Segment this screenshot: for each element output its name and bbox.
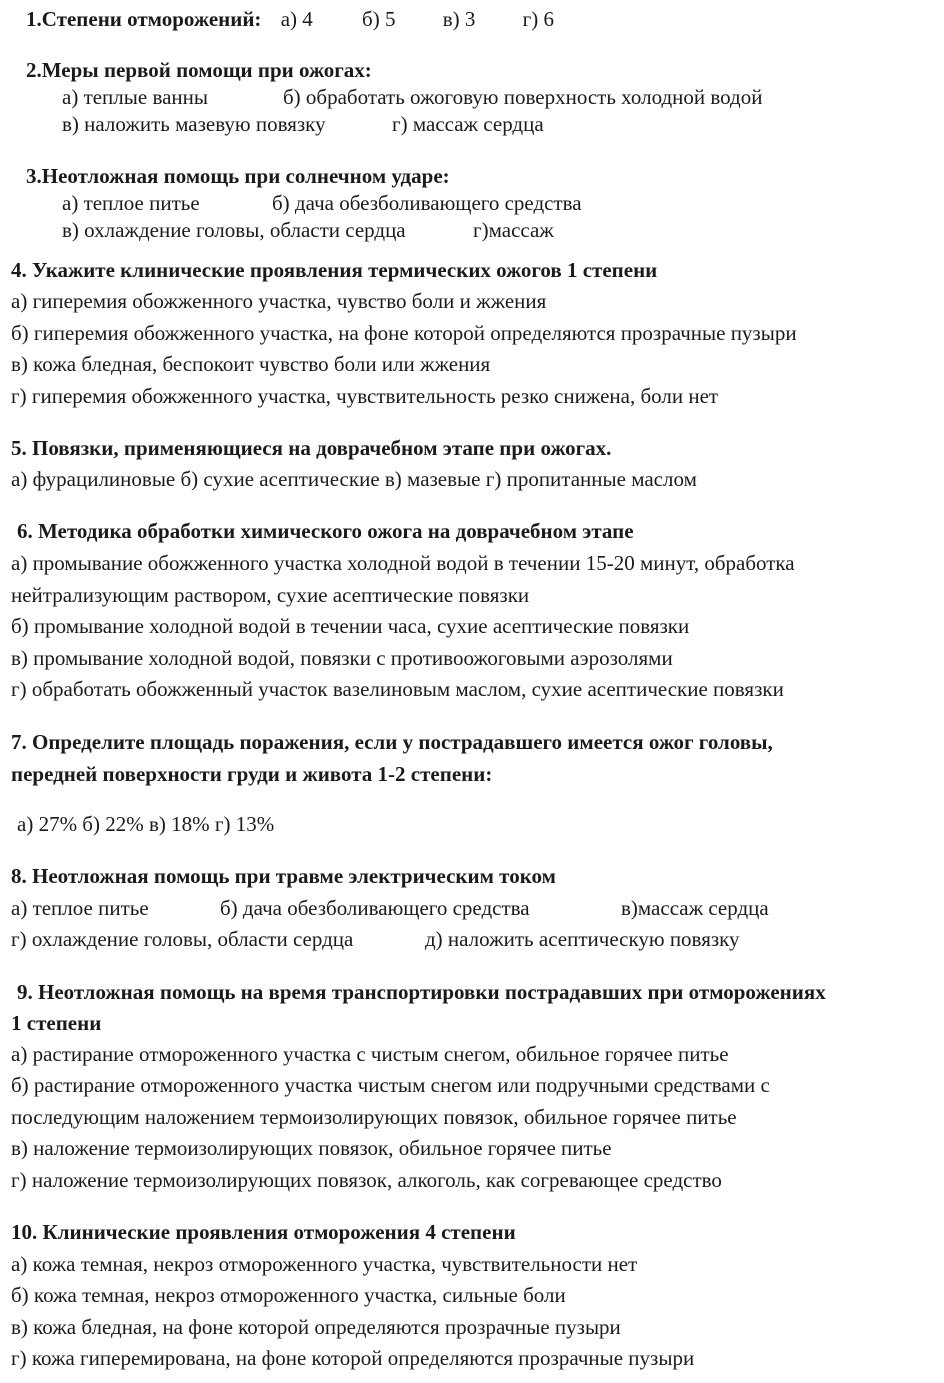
q5-options: а) фурацилиновые б) сухие асептические в) мазевые г) пропитанные маслом: [11, 467, 697, 491]
q2-option-d: г) массаж сердца: [392, 112, 544, 136]
q3-option-b: б) дача обезболивающего средства: [272, 191, 582, 215]
q1-option-c: в) 3: [442, 7, 476, 31]
question-1-row: [26, 6, 554, 32]
q7-options: а) 27% б) 22% в) 18% г) 13%: [17, 812, 275, 836]
q9-option-a: а) растирание отмороженного участка с чистым снегом, обильное горячее питье: [11, 1042, 729, 1066]
q10-option-d: г) кожа гиперемирована, на фоне которой определяются прозрачные пузыри: [11, 1346, 695, 1370]
q10-option-b: б) кожа темная, некроз отмороженного участка, сильные боли: [11, 1283, 566, 1307]
question-7-title-line1: 7. Определите площадь поражения, если у пострадавшего имеется ожог головы,: [11, 730, 773, 754]
q10-option-c: в) кожа бледная, на фоне которой определяются прозрачные пузыри: [11, 1315, 621, 1339]
q3-option-d: г)массаж: [473, 218, 554, 242]
q2-option-a: а) теплые ванны: [62, 85, 209, 109]
question-8-title: 8. Неотложная помощь при травме электрическим током: [11, 864, 556, 888]
q4-option-a: а) гиперемия обожженного участка, чувство боли и жжения: [11, 289, 547, 313]
q2-option-b: б) обработать ожоговую поверхность холодной водой: [283, 85, 763, 109]
q1-option-d: г) 6: [522, 7, 554, 31]
q4-option-d: г) гиперемия обожженного участка, чувствительность резко снижена, боли нет: [11, 384, 719, 408]
question-3-title: 3.Неотложная помощь при солнечном ударе:: [26, 164, 450, 188]
question-4-title: 4. Укажите клинические проявления термических ожогов 1 степени: [11, 258, 658, 282]
q9-option-d: г) наложение термоизолирующих повязок, алкоголь, как согревающее средство: [11, 1168, 722, 1192]
q6-option-b: б) промывание холодной водой в течении часа, сухие асептические повязки: [11, 614, 690, 638]
q4-option-b: б) гиперемия обожженного участка, на фоне которой определяются прозрачные пузыри: [11, 321, 797, 345]
question-9-title-line1: 9. Неотложная помощь на время транспортировки пострадавших при отморожениях: [17, 980, 826, 1004]
q2-option-c: в) наложить мазевую повязку: [62, 112, 326, 136]
q4-option-c: в) кожа бледная, беспокоит чувство боли или жжения: [11, 352, 491, 376]
q9-option-b-line1: б) растирание отмороженного участка чистым снегом или подручными средствами с: [11, 1073, 770, 1097]
question-6-title: 6. Методика обработки химического ожога на доврачебном этапе: [17, 519, 634, 543]
q9-option-b-line2: последующим наложением термоизолирующих повязок, обильное горячее питье: [11, 1105, 737, 1129]
question-10-title: 10. Клинические проявления отморожения 4 степени: [11, 1220, 516, 1244]
q6-option-a-line2: нейтрализующим раствором, сухие асептические повязки: [11, 583, 530, 607]
q1-option-a: а) 4: [280, 7, 313, 31]
question-9-title-line2: 1 степени: [11, 1011, 102, 1035]
q10-option-a: а) кожа темная, некроз отмороженного участка, чувствительности нет: [11, 1252, 638, 1276]
q1-option-b: б) 5: [362, 7, 396, 31]
question-7-title-line2: передней поверхности груди и живота 1-2 степени:: [11, 762, 493, 786]
q6-option-c: в) промывание холодной водой, повязки с противоожоговыми аэрозолями: [11, 646, 673, 670]
q8-option-d: г) охлаждение головы, области сердца: [11, 927, 354, 951]
q8-option-e: д) наложить асептическую повязку: [425, 927, 740, 951]
q6-option-d: г) обработать обожженный участок вазелиновым маслом, сухие асептические повязки: [11, 677, 784, 701]
q6-option-a-line1: а) промывание обожженного участка холодной водой в течении 15-20 минут, обработка: [11, 551, 795, 575]
q8-option-a: а) теплое питье: [11, 896, 149, 920]
question-1-title: 1.Степени отморожений:: [26, 7, 262, 31]
question-2-title: 2.Меры первой помощи при ожогах:: [26, 58, 372, 82]
q3-option-c: в) охлаждение головы, области сердца: [62, 218, 406, 242]
q8-option-c: в)массаж сердца: [621, 896, 769, 920]
question-5-title: 5. Повязки, применяющиеся на доврачебном этапе при ожогах.: [11, 436, 612, 460]
q8-option-b: б) дача обезболивающего средства: [220, 896, 530, 920]
q3-option-a: а) теплое питье: [62, 191, 200, 215]
q9-option-c: в) наложение термоизолирующих повязок, обильное горячее питье: [11, 1136, 612, 1160]
